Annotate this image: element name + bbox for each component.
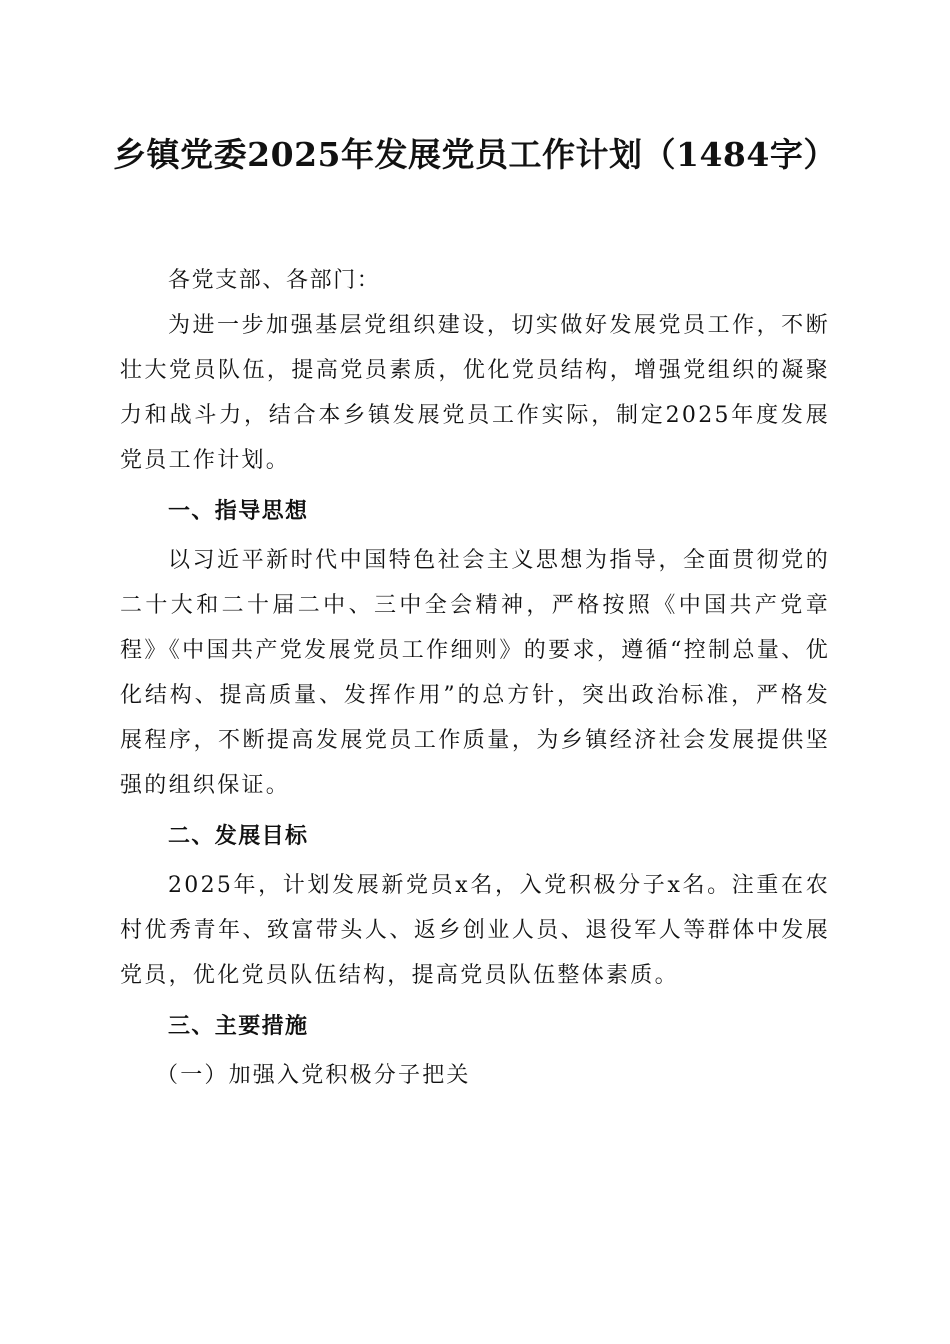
section-heading-guiding-ideology: 一、指导思想: [168, 499, 309, 524]
intro-paragraph: 为进一步加强基层党组织建设，切实做好发展党员工作，不断壮大党员队伍，提高党员素质，优化党员结构，增强党组织的凝聚力和战斗力，结合本乡镇发展党员工作实际，制定2025年度发展党员工作计划。: [120, 313, 830, 473]
section-heading-development-goals: 二、发展目标: [168, 824, 309, 849]
salutation: 各党支部、各部门：: [168, 268, 381, 293]
document-title: 乡镇党委2025年发展党员工作计划（1484字）: [113, 135, 837, 174]
subsection-heading-activist-screening: （一）加强入党积极分子把关: [156, 1063, 471, 1088]
section-heading-main-measures: 三、主要措施: [168, 1014, 309, 1039]
section-paragraph-guiding-ideology: 以习近平新时代中国特色社会主义思想为指导，全面贯彻党的二十大和二十届二中、三中全会精神，严格按照《中国共产党章程》《中国共产党发展党员工作细则》的要求，遵循“控制总量、优化结构、提高质量、发挥作用”的总方针，突出政治标准，严格发展程序，不断提高发展党员工作质量，为乡镇经济社会发展提供坚强的组织保证。: [120, 548, 830, 798]
section-paragraph-development-goals: 2025年，计划发展新党员x名，入党积极分子x名。注重在农村优秀青年、致富带头人、返乡创业人员、退役军人等群体中发展党员，优化党员队伍结构，提高党员队伍整体素质。: [120, 873, 830, 988]
document-body: [120, 258, 830, 1098]
